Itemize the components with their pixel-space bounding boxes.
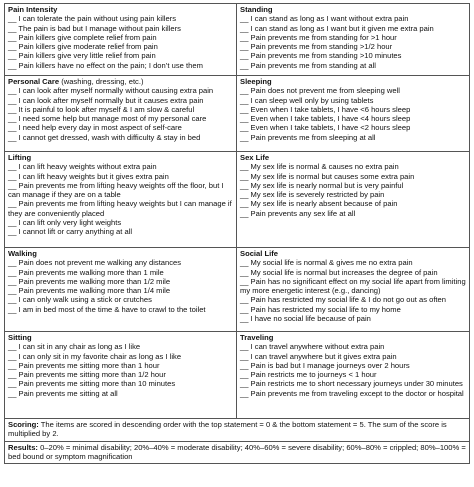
section-standing	[237, 4, 469, 76]
answer-option[interactable]: __ I can lift heavy weights but it gives extra pain	[8, 171, 169, 181]
answer-option[interactable]: __ Pain prevents me from standing at all	[240, 60, 376, 70]
answer-option[interactable]: __ I am in bed most of the time & have to crawl to the toilet	[8, 304, 206, 314]
answer-option[interactable]: __ My sex life is nearly normal but is very painful	[240, 180, 404, 190]
results-text: 0–20% = minimal disability; 20%–40% = moderate disability; 40%–60% = severe disability; 60%–80% = crippled; 80%–100% = bed bound or symptom magnification	[8, 442, 466, 461]
section-grid	[5, 4, 469, 419]
answer-option[interactable]: __ Pain is bad but I manage journeys over 2 hours	[240, 360, 410, 370]
answer-option[interactable]: __ Pain prevents me from sleeping at all	[240, 132, 376, 142]
answer-option[interactable]: __ My social life is normal but increases the degree of pain	[240, 267, 438, 277]
answer-option[interactable]: __ Pain prevents me walking more than 1 mile	[8, 267, 164, 277]
section-title	[8, 5, 233, 14]
section-sex-life	[237, 152, 469, 248]
section-title-hint: (washing, dressing, etc.)	[59, 77, 144, 86]
answer-option[interactable]: __ I can travel anywhere without extra pain	[240, 342, 385, 352]
section-title-text: Traveling	[240, 333, 274, 342]
answer-option[interactable]: __ Pain prevents me sitting more than 1/2 hour	[8, 370, 166, 380]
section-social-life	[237, 248, 469, 332]
scoring-label: Scoring:	[8, 420, 39, 429]
answer-option[interactable]: __ Even when I take tablets, I have <2 hours sleep	[240, 123, 411, 133]
section-lifting	[5, 152, 237, 248]
answer-option[interactable]: __ I can only sit in my favorite chair as long as I like	[8, 351, 182, 361]
section-title	[8, 153, 233, 162]
section-title	[240, 5, 466, 14]
answer-option[interactable]: __ I can stand as long as I want without extra pain	[240, 14, 409, 24]
answer-option[interactable]: __ Pain prevents me from standing >1/2 hour	[240, 42, 393, 52]
section-sitting	[5, 332, 237, 419]
answer-option[interactable]: __ Pain does not prevent me walking any distances	[8, 258, 182, 268]
answer-option[interactable]: __ I need help every day in most aspect of self-care	[8, 123, 182, 133]
results-note	[5, 442, 469, 464]
answer-option[interactable]: __ Pain prevents me walking more than 1/4 mile	[8, 286, 171, 296]
section-walking	[5, 248, 237, 332]
scoring-text: The items are scored in descending order with the top statement = 0 & the bottom statement = 5. The sum of the score is multiplied by 2.	[8, 420, 447, 439]
answer-option[interactable]: __ Pain killers give complete relief from pain	[8, 32, 157, 42]
section-traveling	[237, 332, 469, 419]
section-title	[8, 333, 233, 342]
scoring-note	[5, 419, 469, 442]
answer-option[interactable]: __ I can look after myself normally but it causes extra pain	[8, 95, 204, 105]
answer-option[interactable]: __ Pain restricts me to journeys < 1 hour	[240, 370, 377, 380]
section-title	[240, 77, 466, 86]
section-title-text: Pain Intensity	[8, 5, 58, 14]
section-title	[240, 153, 466, 162]
answer-option[interactable]: __ Pain prevents me from traveling except to the doctor or hospital	[240, 388, 464, 398]
section-title-text: Walking	[8, 249, 37, 258]
answer-option[interactable]: __ I can sit in any chair as long as I like	[8, 342, 141, 352]
section-title-text: Standing	[240, 5, 273, 14]
answer-option[interactable]: __ Even when I take tablets, I have <6 hours sleep	[240, 104, 411, 114]
answer-option[interactable]: __ My sex life is nearly absent because of pain	[240, 199, 398, 209]
section-title	[8, 77, 233, 86]
answer-option[interactable]: __ I can look after myself normally without causing extra pain	[8, 86, 214, 96]
answer-option[interactable]: __ I can only walk using a stick or crutches	[8, 295, 152, 305]
results-label: Results:	[8, 442, 38, 452]
answer-option[interactable]: __ The pain is bad but I manage without pain killers	[8, 23, 181, 33]
answer-option[interactable]: __ I can travel anywhere but it gives extra pain	[240, 351, 397, 361]
answer-option[interactable]: __ Pain restricts me to short necessary journeys under 30 minutes	[240, 379, 463, 389]
section-sleeping	[237, 76, 469, 152]
answer-option[interactable]: __ Pain prevents me sitting at all	[8, 388, 118, 398]
section-title	[8, 249, 233, 258]
section-title-text: Lifting	[8, 153, 32, 162]
answer-option[interactable]: __ Pain prevents me sitting more than 10 minutes	[8, 379, 176, 389]
answer-option[interactable]: __ My social life is normal & gives me no extra pain	[240, 258, 413, 268]
section-pain-intensity	[5, 4, 237, 76]
answer-option[interactable]: __ Pain prevents me from lifting heavy weights off the floor, but I can manage if they are on a table	[8, 180, 224, 200]
answer-option[interactable]: __ Pain prevents me sitting more than 1 hour	[8, 360, 160, 370]
questionnaire-form	[4, 3, 470, 464]
answer-option[interactable]: __ Pain has no significant effect on my social life apart from limiting my more energetic interest (e.g., dancing)	[240, 276, 466, 296]
answer-option[interactable]: __ Pain has restricted my social life & I do not go out as often	[240, 295, 446, 305]
answer-option[interactable]: __ Pain has restricted my social life to my home	[240, 304, 401, 314]
answer-option[interactable]: __ Pain prevents any sex life at all	[240, 208, 356, 218]
answer-option[interactable]: __ Pain prevents me from standing for >1 hour	[240, 32, 397, 42]
section-title-text: Personal Care	[8, 77, 60, 86]
answer-option[interactable]: __ My sex life is severely restricted by pain	[240, 190, 385, 200]
section-title	[240, 249, 466, 258]
answer-option[interactable]: __ I can tolerate the pain without using pain killers	[8, 14, 177, 24]
answer-option[interactable]: __ Pain killers give moderate relief from pain	[8, 42, 158, 52]
section-title	[240, 333, 466, 342]
answer-option[interactable]: __ Even when I take tablets, I have <4 hours sleep	[240, 114, 411, 124]
answer-option[interactable]: __ My sex life is normal & causes no extra pain	[240, 162, 399, 172]
answer-option[interactable]: __ My sex life is normal but causes some extra pain	[240, 171, 415, 181]
section-title-text: Sleeping	[240, 77, 272, 86]
section-title-text: Sitting	[8, 333, 32, 342]
answer-option[interactable]: __ I have no social life because of pain	[240, 314, 371, 324]
answer-option[interactable]: __ Pain killers give very little relief from pain	[8, 51, 156, 61]
answer-option[interactable]: __ I can lift heavy weights without extra pain	[8, 162, 157, 172]
section-personal-care	[5, 76, 237, 152]
answer-option[interactable]: __ I can stand as long as I want but it given me extra pain	[240, 23, 434, 33]
answer-option[interactable]: __ I can sleep well only by using tablets	[240, 95, 374, 105]
answer-option[interactable]: __ Pain does not prevent me from sleeping well	[240, 86, 400, 96]
section-title-text: Sex Life	[240, 153, 270, 162]
answer-option[interactable]: __ Pain prevents me walking more than 1/2 mile	[8, 276, 171, 286]
section-title-text: Social Life	[240, 249, 278, 258]
answer-option[interactable]: __ I cannot get dressed, wash with difficulty & stay in bed	[8, 132, 201, 142]
answer-option[interactable]: __ Pain prevents me from standing >10 minutes	[240, 51, 402, 61]
answer-option[interactable]: __ Pain prevents me from lifting heavy weights but I can manage if they are conveniently placed	[8, 199, 232, 218]
answer-option[interactable]: __ I cannot lift or carry anything at all	[8, 227, 133, 237]
answer-option[interactable]: __ It is painful to look after myself & I am slow & careful	[8, 104, 195, 114]
answer-option[interactable]: __ Pain killers have no effect on the pain; I don’t use them	[8, 60, 203, 70]
answer-option[interactable]: __ I can lift only very light weights	[8, 218, 122, 228]
answer-option[interactable]: __ I need some help but manage most of my personal care	[8, 114, 207, 124]
